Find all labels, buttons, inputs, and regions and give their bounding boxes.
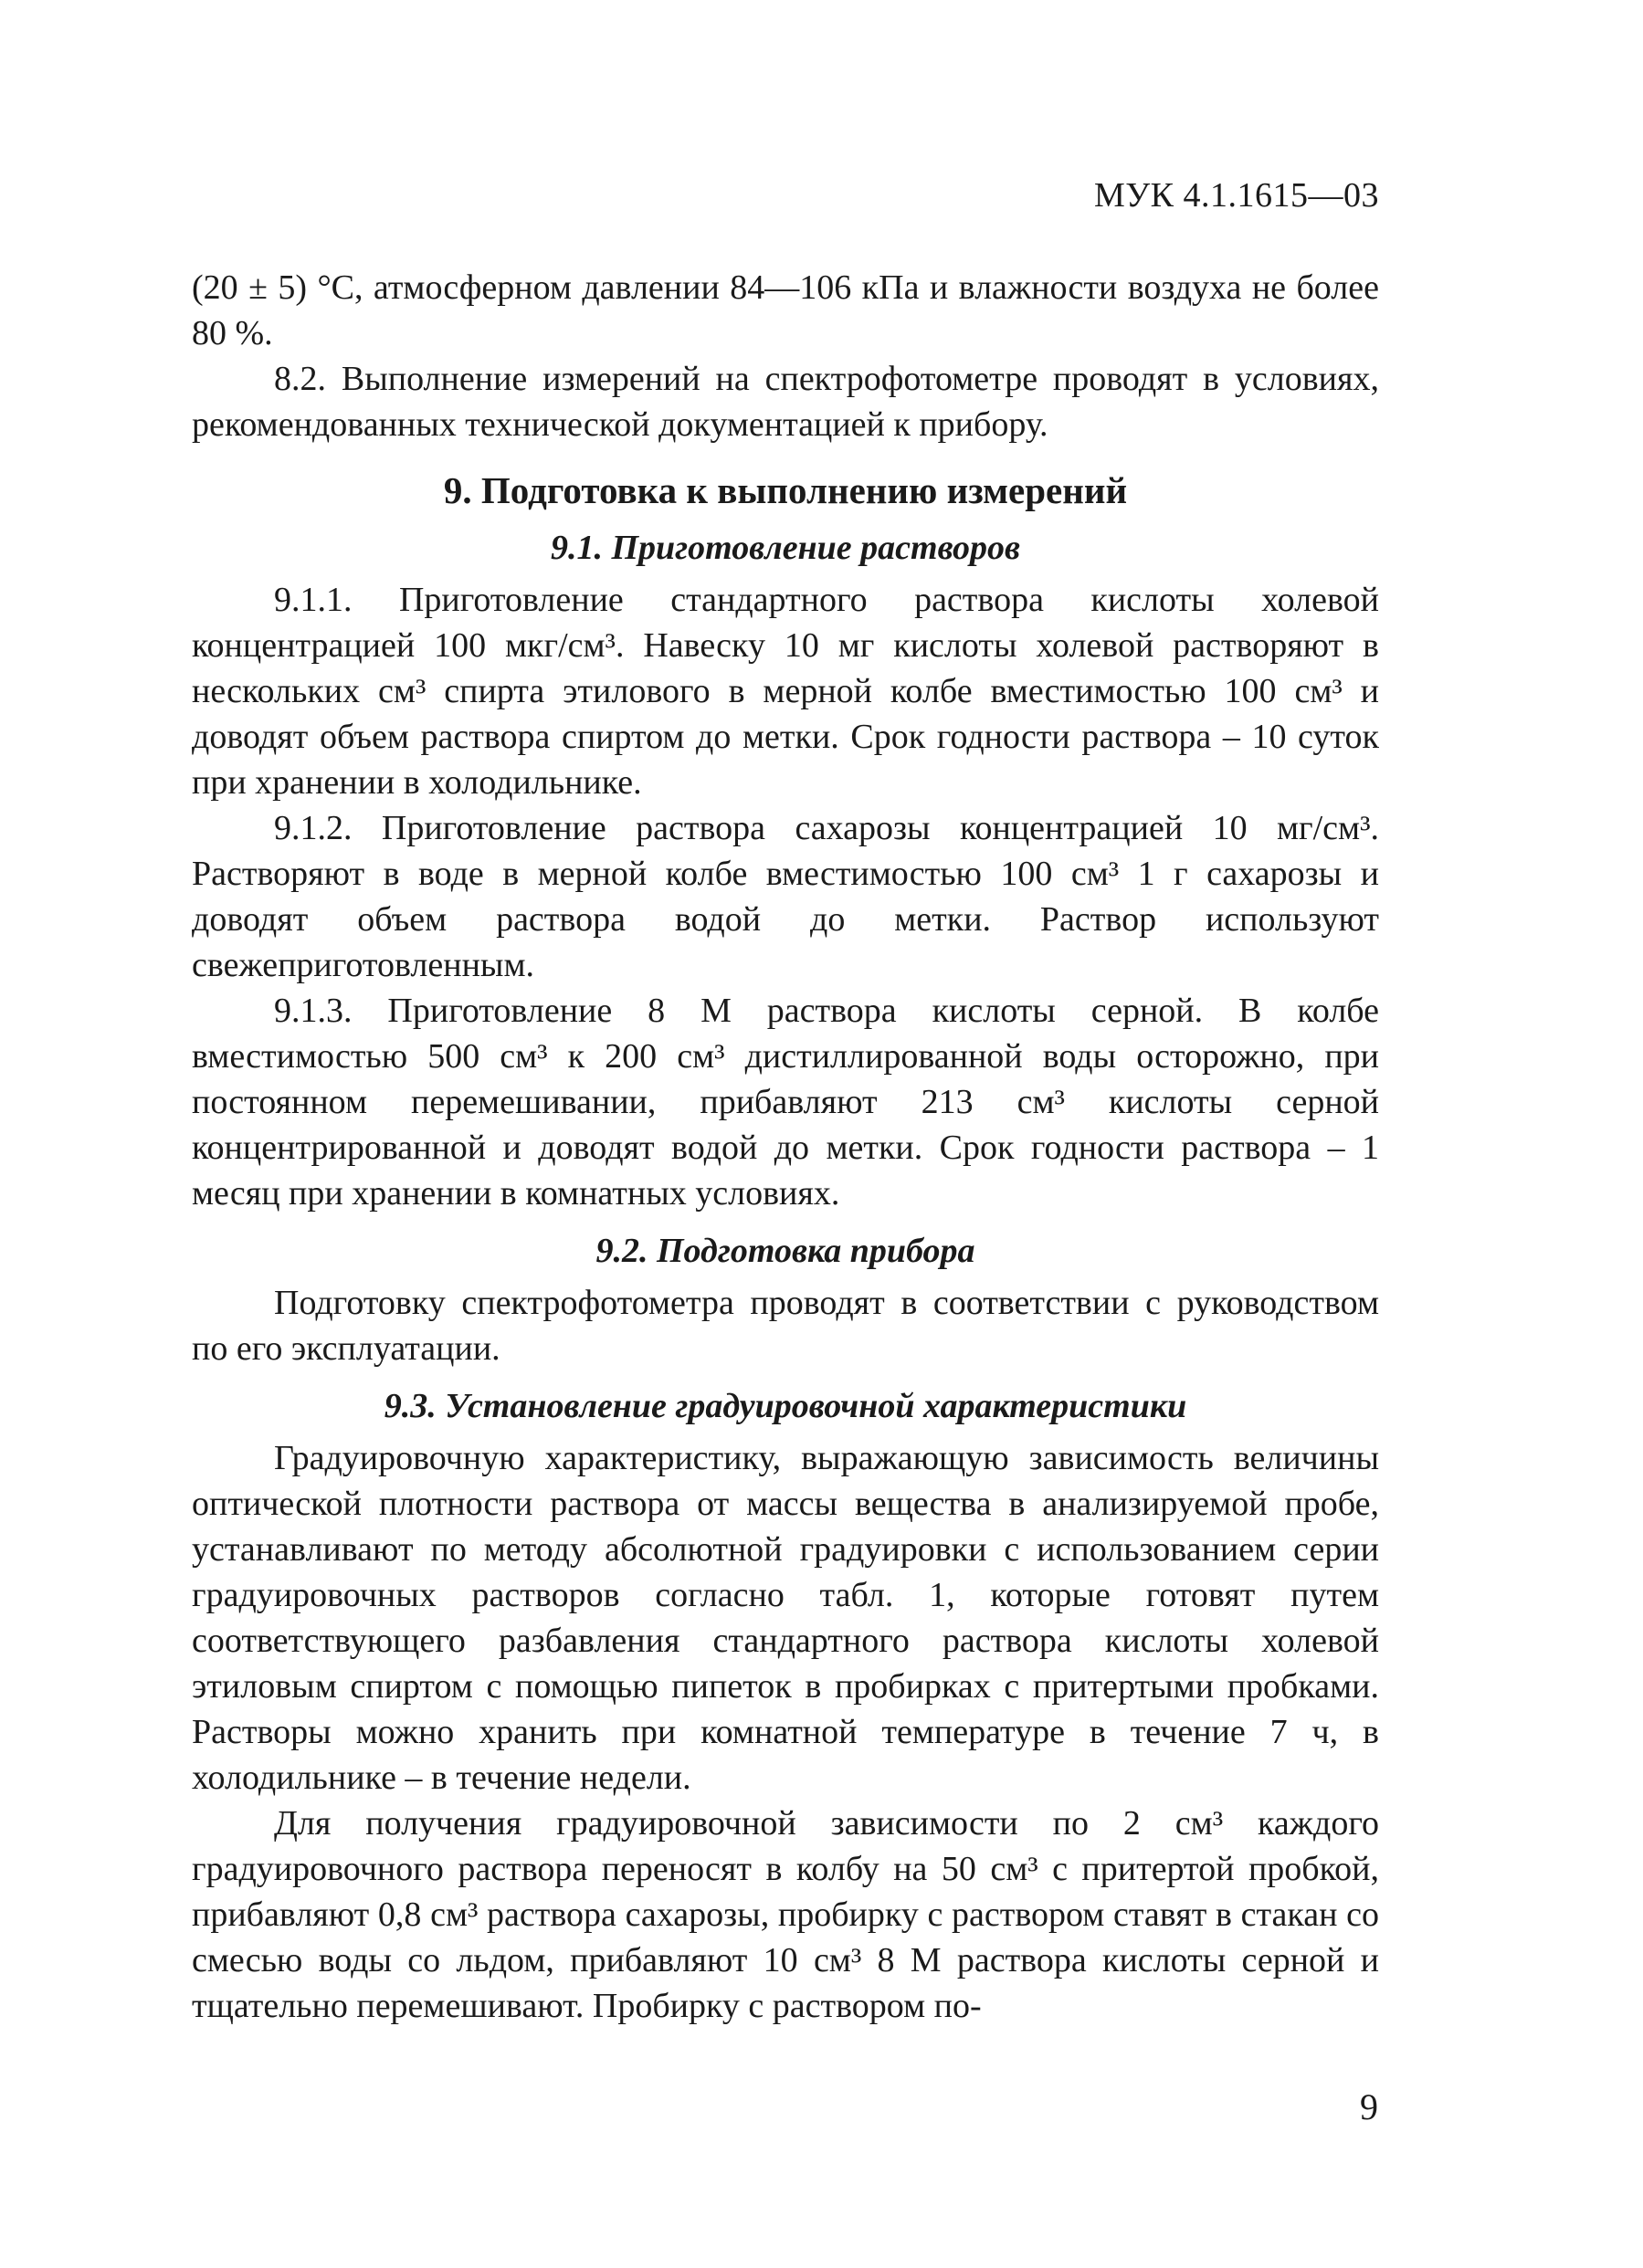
page-number: 9 <box>1360 2086 1378 2127</box>
subsection-heading-9-2: 9.2. Подготовка прибора <box>595 1232 975 1270</box>
section-heading-9: 9. Подготовка к выполнению измерений <box>443 469 1128 511</box>
paragraph-9-1-1: 9.1.1. Приготовление стандартного раствора кислоты холевой концентрацией 100 мкг/см³. Навеску 10 мг кислоты холевой растворяют в нескольких см³ спирта этилового в мерной колбе вместимостью 100 см³ и доводят объем раствора спиртом до метки. Срок годности раствора – 10 суток при хранении в холодильнике. <box>192 581 1379 802</box>
subsection-heading-9-3: 9.3. Установление градуировочной характеристики <box>384 1387 1187 1425</box>
document-code-header: МУК 4.1.1615—03 <box>1093 176 1379 215</box>
document-body <box>192 265 1379 2029</box>
paragraph-continuation: (20 ± 5) °С, атмосферном давлении 84—106 кПа и влажности воздуха не более 80 %. <box>192 268 1379 352</box>
paragraph-9-1-3: 9.1.3. Приготовление 8 М раствора кислоты серной. В колбе вместимостью 500 см³ к 200 см³ дистиллированной воды осторожно, при постоянном перемешивании, прибавляют 213 см³ кислоты серной концентрированной и доводят водой до метки. Срок годности раствора – 1 месяц при хранении в комнатных условиях. <box>192 992 1379 1213</box>
paragraph-9-1-2: 9.1.2. Приготовление раствора сахарозы концентрацией 10 мг/см³. Растворяют в воде в мерной колбе вместимостью 100 см³ 1 г сахарозы и доводят объем раствора водой до метки. Раствор используют свежеприготовленным. <box>192 809 1379 984</box>
paragraph-9-3-b: Для получения градуировочной зависимости по 2 см³ каждого градуировочного раствора переносят в колбу на 50 см³ с притертой пробкой, прибавляют 0,8 см³ раствора сахарозы, пробирку с раствором ставят в стакан со смесью воды со льдом, прибавляют 10 см³ 8 М раствора кислоты серной и тщательно перемешивают. Пробирку с раствором по- <box>192 1804 1379 2025</box>
paragraph-8-2: 8.2. Выполнение измерений на спектрофотометре проводят в условиях, рекомендованных технической документацией к прибору. <box>192 360 1379 444</box>
subsection-heading-9-1: 9.1. Приготовление растворов <box>550 529 1021 567</box>
paragraph-9-3-a: Градуировочную характеристику, выражающую зависимость величины оптической плотности раствора от массы вещества в анализируемой пробе, устанавливают по методу абсолютной градуировки с использованием серии градуировочных растворов согласно табл. 1, которые готовят путем соответствующего разбавления стандартного раствора кислоты холевой этиловым спиртом с помощью пипеток в пробирках с притертыми пробками. Растворы можно хранить при комнатной температуре в течение 7 ч, в холодильнике – в течение недели. <box>192 1439 1379 1797</box>
paragraph-9-2: Подготовку спектрофотометра проводят в соответствии с руководством по его эксплуатации. <box>192 1284 1379 1368</box>
